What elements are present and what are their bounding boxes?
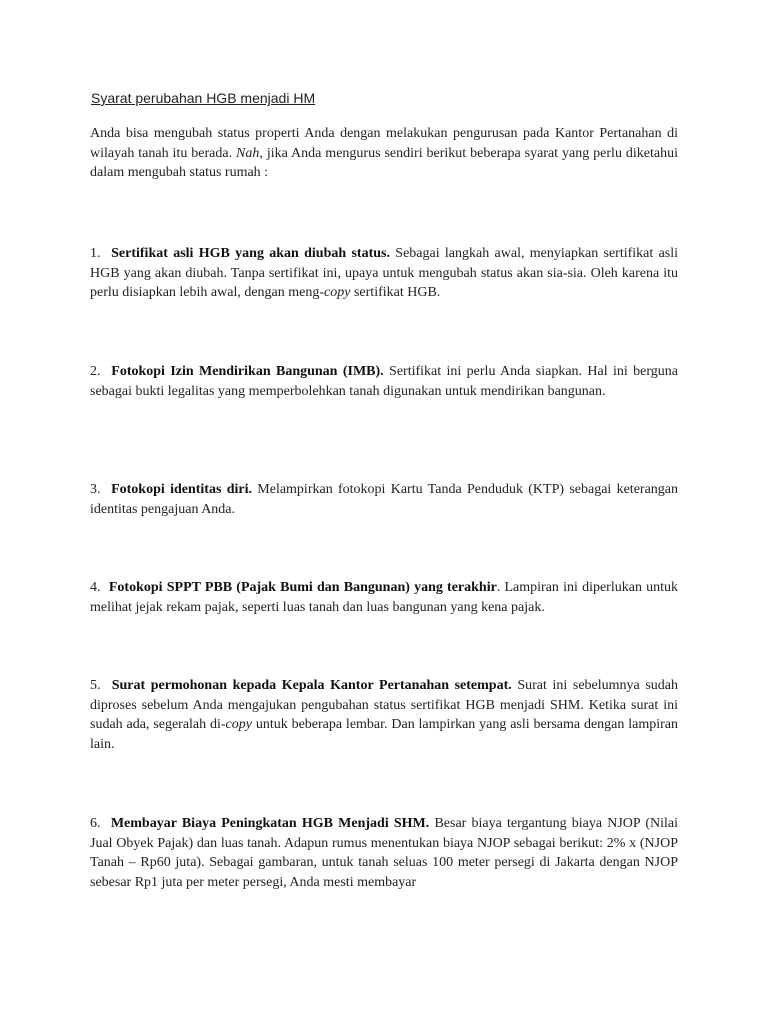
item-text: Melampirkan fotokopi Kartu Tanda Penduduk (KTP) sebagai keterangan identitas pengajuan Anda.: [90, 482, 678, 517]
intro-italic-word: Nah: [236, 145, 260, 161]
intro-text-end: , jika Anda mengurus sendiri berikut beberapa syarat yang perlu diketahui dalam mengubah status rumah :: [90, 145, 678, 180]
item-number: 5.: [90, 678, 101, 693]
item-text: Besar biaya tergantung biaya NJOP (Nilai Jual Obyek Pajak) dan luas tanah. Adapun rumus menentukan biaya NJOP sebagai berikut: 2% x (NJOP Tanah – Rp60 juta). Sebagai gambaran, untuk tanah seluas 100 meter persegi di Jakarta dengan NJOP sebesar Rp1 juta per meter persegi, Anda mesti membayar: [90, 816, 679, 890]
item-number: 6.: [90, 816, 101, 831]
intro-text-start: Anda bisa mengubah status properti Anda dengan melakukan pengurusan pada Kantor Pertanahan di wilayah tanah itu berada.: [90, 126, 678, 161]
item-text: Sertifikat ini perlu Anda siapkan. Hal ini berguna sebagai bukti legalitas yang memperbolehkan tanah digunakan untuk mendirikan bangunan.: [90, 364, 678, 399]
item-number: 3.: [90, 482, 101, 497]
item-text: . Lampiran ini diperlukan untuk melihat jejak rekam pajak, seperti luas tanah dan luas bangunan yang kena pajak.: [90, 580, 679, 615]
intro-paragraph: [90, 124, 678, 183]
item-heading: Surat permohonan kepada Kepala Kantor Pertanahan setempat.: [111, 678, 512, 693]
item-heading: Membayar Biaya Peningkatan HGB Menjadi SHM.: [110, 816, 430, 831]
item-italic-word: copy: [225, 717, 252, 732]
document-title: Syarat perubahan HGB menjadi HM: [91, 90, 316, 106]
requirement-item-6: [90, 814, 678, 892]
item-italic-word: copy: [324, 285, 351, 300]
item-text-end: untuk beberapa lembar. Dan lampirkan yang asli bersama dengan lampiran lain.: [90, 717, 679, 752]
item-number: 4.: [90, 580, 101, 595]
requirement-item-5: [90, 676, 678, 754]
item-heading: Fotokopi identitas diri.: [111, 482, 252, 497]
requirement-item-1: [90, 244, 678, 303]
item-number: 1.: [90, 246, 101, 261]
item-text-start: Sebagai langkah awal, menyiapkan sertifikat asli HGB yang akan diubah. Tanpa sertifikat ini, upaya untuk mengubah status akan sia-sia. Oleh karena itu perlu disiapkan lebih awal, dengan meng-: [90, 246, 679, 300]
item-heading: Fotokopi SPPT PBB (Pajak Bumi dan Bangunan) yang terakhir: [108, 580, 497, 595]
item-number: 2.: [90, 364, 101, 379]
item-text-start: Surat ini sebelumnya sudah diproses sebelum Anda mengajukan pengubahan status sertifikat HGB menjadi SHM. Ketika surat ini sudah ada, segeralah di-: [90, 678, 679, 732]
item-text-end: sertifikat HGB.: [350, 285, 441, 300]
item-heading: Sertifikat asli HGB yang akan diubah status.: [111, 246, 390, 261]
requirement-item-2: [90, 362, 678, 401]
requirement-item-4: [90, 578, 678, 617]
item-heading: Fotokopi Izin Mendirikan Bangunan (IMB).: [111, 364, 384, 379]
requirement-item-3: [90, 480, 678, 519]
